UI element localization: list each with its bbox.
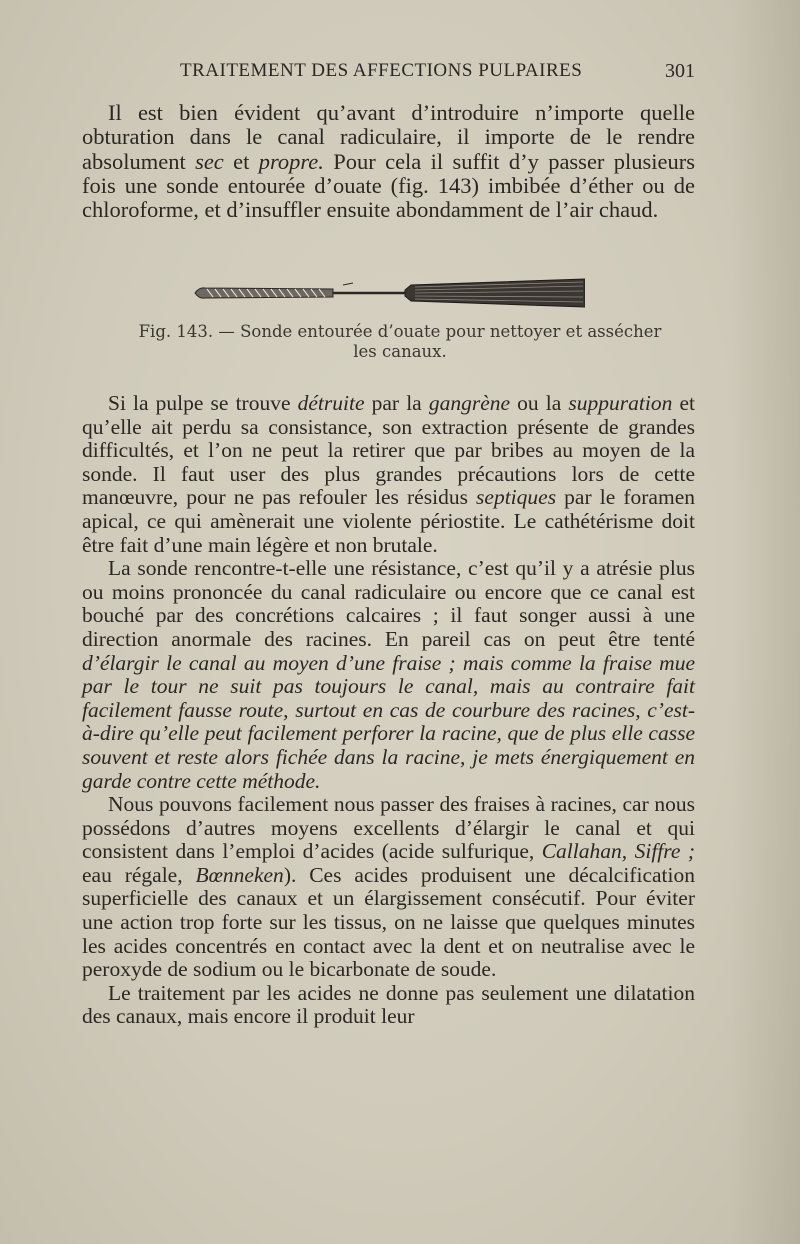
text-run: eau régale,	[82, 862, 196, 887]
paragraph-5	[82, 982, 695, 1029]
italic-run: sec	[195, 148, 224, 174]
text-run: ). Ces acides produisent une décalcification superficielle des canaux et un élargissement consécutif. Pour éviter une action trop forte sur les tissus, on ne laisse que quelques minutes les acides concentrés en contact avec la dent et on neutralise avec le peroxyde de sodium ou le bicarbonate de soude.	[82, 862, 695, 982]
caption-line-2: les canaux.	[353, 342, 447, 361]
italic-run: gangrène	[428, 391, 511, 415]
text-run: Si la pulpe se trouve	[108, 391, 298, 415]
text-run: ou la	[510, 391, 569, 415]
caption-line-1: Fig. 143. — Sonde entourée d’ouate pour nettoyer et assécher	[138, 322, 662, 341]
paragraph-2	[82, 392, 695, 557]
text-run: Nous pouvons facilement nous passer des fraises à racines, car nous possédons d’autres moyens excellents d’élargir le canal et qui consistent dans l’emploi d’acides (acide sulfurique,	[82, 792, 695, 864]
text-run: par la	[364, 391, 429, 415]
italic-run: d’élargir le canal au moyen d’une fraise ; mais comme la fraise mue par le tour ne suit pas toujours le canal, mais au contraire fait facilement fausse route, surtout en cas de courbure des racines, c’est-à-dire qu’elle peut facilement perforer la racine, que de plus elle casse souvent et reste alors fichée dans la racine, je mets énergiquement en garde contre cette méthode.	[82, 650, 695, 793]
text-run: par le foramen apical, ce qui amènerait une violente périostite. Le cathétérisme doit être fait d’une main légère et non brutale.	[82, 485, 695, 557]
page-edge-shadow	[730, 0, 800, 1244]
italic-run: Callahan, Siffre ;	[541, 839, 695, 864]
figure-143	[193, 275, 585, 311]
figure-caption	[100, 322, 700, 362]
italic-run: détruite	[297, 391, 365, 415]
italic-run: septiques	[476, 485, 557, 510]
text-run: et	[223, 148, 259, 174]
text-run: La sonde rencontre-t-elle une résistance, c’est qu’il y a atrésie plus ou moins prononcée du canal radiculaire ou encore que ce canal est bouché par des concrétions calcaires ; il faut songer aussi à une direction anormale des racines. En pareil cas on peut être tenté	[82, 556, 695, 651]
text-run: Il est bien évident qu’avant d’introduire n’importe quelle obturation dans le canal radiculaire, il importe de le rendre absolument	[82, 100, 695, 174]
italic-run: Bœnneken	[195, 862, 284, 887]
running-title: TRAITEMENT DES AFFECTIONS PULPAIRES	[180, 60, 583, 81]
text-run: Pour cela il suffit d’y passer plusieurs fois une sonde entourée d’ouate (fig. 143) imbibée d’éther ou de chloroforme, et d’insuffler ensuite abondamment de l’air chaud.	[82, 148, 695, 223]
paragraph-4	[82, 793, 695, 982]
page-number: 301	[665, 60, 695, 82]
text-run: Le traitement par les acides ne donne pas seulement une dilatation des canaux, mais encore il produit leur	[82, 980, 695, 1029]
text-block-2	[82, 392, 695, 1029]
running-header	[80, 60, 695, 86]
probe-with-cotton-icon	[193, 275, 585, 311]
italic-run: propre.	[258, 148, 324, 174]
text-block-1	[82, 101, 695, 222]
paragraph-3	[82, 557, 695, 793]
italic-run: suppuration	[568, 391, 673, 415]
paragraph-1	[82, 101, 695, 222]
text-run: et qu’elle ait perdu sa consistance, son extraction présente de grandes difficultés, et l’on ne peut la retirer que par bribes au moyen de la sonde. Il faut user des plus grandes précautions lors de cette manœuvre, pour ne pas refouler les résidus	[82, 391, 695, 510]
